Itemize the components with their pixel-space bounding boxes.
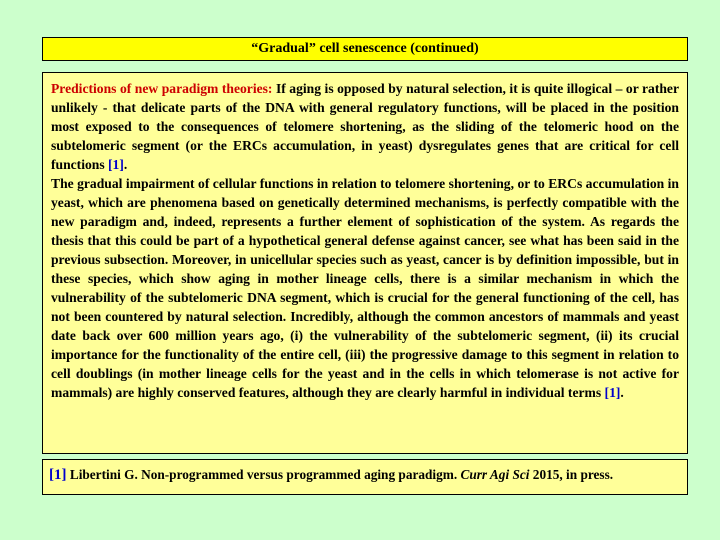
paragraph-2 [51, 174, 679, 402]
reference-journal: Curr Agi Sci [460, 467, 530, 482]
main-text-box [42, 72, 688, 454]
reference-number: [1] [49, 467, 67, 483]
paragraph-2-end: . [620, 385, 624, 400]
paragraph-1-citation: [1] [108, 157, 124, 172]
paragraph-2-text: The gradual impairment of cellular functions in relation to telomere shortening, or to ERCs accumulation in yeast, which are phenomena based on genetically determined mechanisms, is perfectly compatible with the new paradigm and, indeed, represents a further element of sophistication of the system. As regards the thesis that this could be part of a hypothetical general defense against cancer, see what has been said in the previous subsection. Moreover, in unicellular species such as yeast, cancer is by definition impossible, but in these species, which show aging in mother lineage cells, there is a similar mechanism in which the vulnerability of the subtelomeric DNA segment, which is crucial for the general functioning of the cell, has not been countered by natural selection. Incredibly, although the common ancestors of mammals and yeast date back over 600 million years ago, (i) the vulnerability of the subtelomeric segment, (ii) its crucial importance for the functionality of the entire cell, (iii) the progressive damage to this segment in relation to cell doublings (in mother lineage cells for the yeast and in the cells in which telomerase is not active for mammals) are highly conserved features, although they are clearly harmful in individual terms [51, 176, 679, 400]
reference-text: Libertini G. Non-programmed versus programmed aging paradigm. [66, 467, 461, 482]
paragraph-1-end: . [123, 157, 128, 172]
reference-box [42, 459, 688, 495]
slide-title-text: “Gradual” cell senescence (continued) [251, 41, 479, 56]
paragraph-2-citation: [1] [604, 385, 621, 400]
paragraph-1-text: If aging is opposed by natural selection, it is quite illogical – or rather unlikely - that delicate parts of the DNA with general regulatory functions, will be placed in the position most exposed to the consequences of telomere shortening, as the sliding of the telomeric hood on the subtelomeric segment (or the ERCs accumulation, in yeast) dysregulates genes that are critical for cell functions [51, 81, 679, 172]
slide-title [42, 37, 688, 61]
paragraph-1 [51, 79, 679, 174]
paragraph-1-lead: Predictions of new paradigm theories: [51, 81, 273, 96]
reference-tail: 2015, in press. [529, 467, 614, 482]
